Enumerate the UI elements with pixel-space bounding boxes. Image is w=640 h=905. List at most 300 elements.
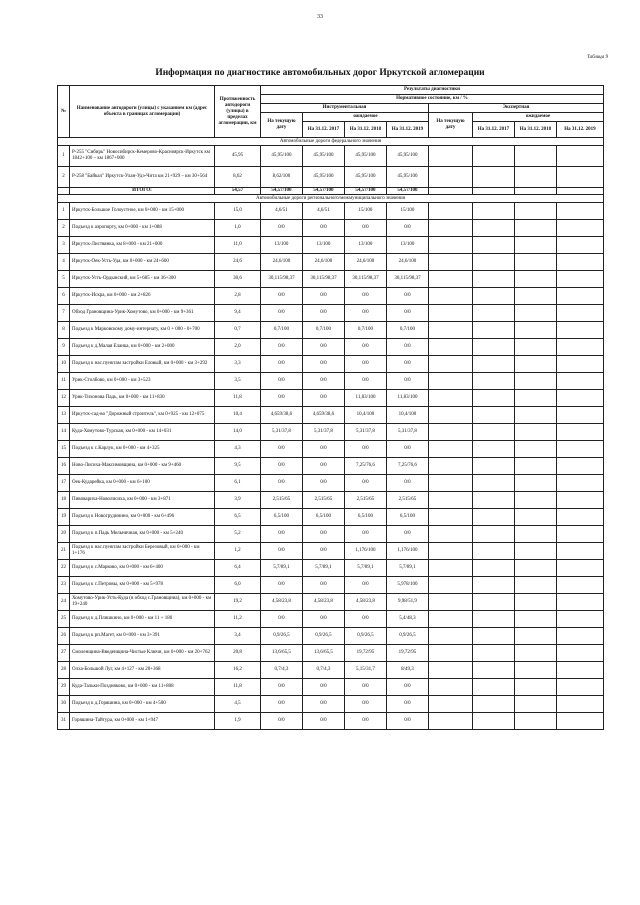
expert-cell <box>557 560 604 577</box>
road-name: Хомутово-Урик-Усть-Куда (в обход с.Грановщина), км 0+000 - км 19+240 <box>70 594 215 611</box>
road-name: Смоленщина-Введенщина-Чистые Ключи, км 0+000 - км 20+762 <box>70 645 215 662</box>
current-value: 0/0 <box>261 305 303 322</box>
road-length: 4,3 <box>215 441 261 458</box>
table-body <box>58 138 604 730</box>
row-number: 6 <box>58 288 70 305</box>
road-length: 2,0 <box>215 339 261 356</box>
row-number: 4 <box>58 254 70 271</box>
current-value: 0/0 <box>261 679 303 696</box>
expert-cell <box>515 322 557 339</box>
road-name: Иркутск-Большое Голоустное, км 0+000 - км 15+000 <box>70 203 215 220</box>
value-2018: 13/100 <box>345 237 387 254</box>
expert-cell <box>557 475 604 492</box>
current-value: 13,6/65,5 <box>261 645 303 662</box>
road-name: Иркутск-Усть-Ордынский, км 5+685 - км 36+300 <box>70 271 215 288</box>
value-2019: 9,98/51,9 <box>387 594 429 611</box>
expert-cell <box>557 407 604 424</box>
expert-cell <box>473 594 515 611</box>
current-value: 0/0 <box>261 441 303 458</box>
expert-cell <box>429 322 473 339</box>
expert-cell <box>515 237 557 254</box>
value-2018: 7,25/76,6 <box>345 458 387 475</box>
row-number: 23 <box>58 577 70 594</box>
road-name: Горяшина-Тайтура, км 0+000 - км 1+947 <box>70 713 215 730</box>
road-length: 6,1 <box>215 475 261 492</box>
expert-cell <box>473 441 515 458</box>
expert-cell <box>515 356 557 373</box>
value-2019: 0,9/26,5 <box>387 628 429 645</box>
value-2019: 10,4/100 <box>387 407 429 424</box>
value-2017: 2,515/65 <box>303 492 345 509</box>
value-2018: 4,58/23,8 <box>345 594 387 611</box>
section-federal: Автомобильные дороги федерального значения <box>58 138 604 146</box>
expert-cell <box>557 662 604 679</box>
expert-cell <box>429 543 473 560</box>
expert-cell <box>473 146 515 167</box>
value-2017: 4,58/23,8 <box>303 594 345 611</box>
expert-cell <box>473 203 515 220</box>
value-2017: 0/0 <box>303 356 345 373</box>
row-number: 12 <box>58 390 70 407</box>
value-2018: 0/0 <box>345 288 387 305</box>
current-value: 0/0 <box>261 356 303 373</box>
expert-cell <box>557 492 604 509</box>
value-2019: 1,176/100 <box>387 543 429 560</box>
header-results: Результаты диагностики <box>261 86 604 95</box>
header-length: Протяженность автодороги (улицы) в пределах агломерации, км <box>215 86 261 138</box>
road-length: 30,6 <box>215 271 261 288</box>
total-2017: 54,57/100 <box>303 188 345 195</box>
expert-cell <box>473 662 515 679</box>
road-length: 3,4 <box>215 628 261 645</box>
expert-cell <box>515 203 557 220</box>
road-length: 15,0 <box>215 203 261 220</box>
table-row <box>58 322 604 339</box>
table-row <box>58 526 604 543</box>
row-number: 30 <box>58 696 70 713</box>
expert-cell <box>429 458 473 475</box>
expert-cell <box>557 203 604 220</box>
table-row <box>58 560 604 577</box>
expert-cell <box>557 577 604 594</box>
expert-cell <box>429 611 473 628</box>
value-2017: 0/0 <box>303 458 345 475</box>
expert-cell <box>473 424 515 441</box>
expert-cell <box>429 237 473 254</box>
table-row <box>58 203 604 220</box>
row-number: 10 <box>58 356 70 373</box>
value-2017: 30,115/98,37 <box>303 271 345 288</box>
value-2019: 0/0 <box>387 475 429 492</box>
expert-cell <box>429 628 473 645</box>
value-2019: 0/0 <box>387 696 429 713</box>
value-2017: 0/0 <box>303 390 345 407</box>
value-2017: 0/0 <box>303 220 345 237</box>
current-value: 45,95/100 <box>261 146 303 167</box>
expert-cell <box>429 167 473 188</box>
row-number: 31 <box>58 713 70 730</box>
current-value: 0/0 <box>261 475 303 492</box>
expert-cell <box>429 424 473 441</box>
table-row <box>58 628 604 645</box>
expert-cell <box>473 679 515 696</box>
row-number: 7 <box>58 305 70 322</box>
header-num: № <box>58 86 70 138</box>
row-number: 1 <box>58 146 70 167</box>
table-row <box>58 611 604 628</box>
row-number: 20 <box>58 526 70 543</box>
value-2018: 10,4/100 <box>345 407 387 424</box>
value-2019: 0/0 <box>387 679 429 696</box>
value-2017: 0,9/26,5 <box>303 628 345 645</box>
expert-cell <box>515 146 557 167</box>
diagnostics-table <box>57 85 604 730</box>
road-length: 1,2 <box>215 543 261 560</box>
current-value: 0/0 <box>261 339 303 356</box>
row-number: 16 <box>58 458 70 475</box>
value-2018: 1,176/100 <box>345 543 387 560</box>
value-2019: 0/0 <box>387 220 429 237</box>
road-name: Подъезд к с.Марково, км 0+000 - км 6+400 <box>70 560 215 577</box>
current-value: 30,115/98,37 <box>261 271 303 288</box>
table-row <box>58 424 604 441</box>
expert-cell <box>429 526 473 543</box>
total-current: 54,57/100 <box>261 188 303 195</box>
current-value: 0/0 <box>261 458 303 475</box>
total-label: ИТОГО: <box>70 188 215 195</box>
value-2017: 24,6/100 <box>303 254 345 271</box>
road-name: Подъезд к рп.Магет, км 0+000 - км 3+391 <box>70 628 215 645</box>
row-number: 5 <box>58 271 70 288</box>
expert-cell <box>557 424 604 441</box>
expert-cell <box>515 390 557 407</box>
road-name: Иркутск-Оек-Усть-Уда, км 0+000 - км 24+600 <box>70 254 215 271</box>
table-row <box>58 271 604 288</box>
value-2019: 7,25/76,6 <box>387 458 429 475</box>
expert-cell <box>557 220 604 237</box>
current-value: 0/0 <box>261 577 303 594</box>
value-2019: 11,83/100 <box>387 390 429 407</box>
row-number: 24 <box>58 594 70 611</box>
value-2017: 5,31/37,8 <box>303 424 345 441</box>
expert-cell <box>515 407 557 424</box>
road-name: Куда-Хомутово-Турская, км 0+000 - км 14+031 <box>70 424 215 441</box>
row-number: 29 <box>58 679 70 696</box>
current-value: 0/0 <box>261 373 303 390</box>
road-length: 45,95 <box>215 146 261 167</box>
expert-cell <box>429 254 473 271</box>
expert-cell <box>557 356 604 373</box>
expert-cell <box>429 577 473 594</box>
value-2018: 0/0 <box>345 356 387 373</box>
road-name: Куда-Тальки-Поздняково, км 0+000 - км 11+808 <box>70 679 215 696</box>
road-length: 6,0 <box>215 577 261 594</box>
table-row <box>58 696 604 713</box>
expert-cell <box>429 220 473 237</box>
road-name: Урик-Тихонова Падь, км 0+000 - км 11+830 <box>70 390 215 407</box>
table-header <box>58 86 604 138</box>
expert-cell <box>557 696 604 713</box>
expert-cell <box>473 271 515 288</box>
expert-cell <box>473 373 515 390</box>
expert-cell <box>557 167 604 188</box>
value-2017: 0/0 <box>303 713 345 730</box>
expert-cell <box>429 271 473 288</box>
header-2017-instr: На 31.12. 2017 <box>303 122 345 138</box>
road-length: 11,2 <box>215 611 261 628</box>
value-2018: 0/0 <box>345 526 387 543</box>
expert-cell <box>515 475 557 492</box>
road-name: Подъезд к Новогрудинино, км 0+000 - км 6+496 <box>70 509 215 526</box>
expert-cell <box>473 475 515 492</box>
expert-cell <box>515 679 557 696</box>
expert-cell <box>557 628 604 645</box>
value-2017: 0/0 <box>303 611 345 628</box>
expert-cell <box>557 271 604 288</box>
expert-cell <box>515 628 557 645</box>
total-row <box>58 188 604 195</box>
value-2017: 4,6/51 <box>303 203 345 220</box>
table-row <box>58 220 604 237</box>
value-2017: 0/0 <box>303 288 345 305</box>
value-2019: 0,7/100 <box>387 322 429 339</box>
table-row <box>58 458 604 475</box>
expert-cell <box>557 146 604 167</box>
value-2018: 30,115/98,37 <box>345 271 387 288</box>
value-2017: 4,659/38,6 <box>303 407 345 424</box>
value-2018: 2,515/65 <box>345 492 387 509</box>
expert-cell <box>515 424 557 441</box>
total-2019: 54,57/100 <box>387 188 429 195</box>
value-2017: 13,6/65,5 <box>303 645 345 662</box>
row-number: 9 <box>58 339 70 356</box>
road-name: Подъезд к п.Падь Мельничная, км 0+000 - км 5+240 <box>70 526 215 543</box>
value-2018: 0/0 <box>345 441 387 458</box>
value-2018: 6,5/100 <box>345 509 387 526</box>
expert-cell <box>473 509 515 526</box>
expert-cell <box>515 492 557 509</box>
value-2019: 5,7/89,1 <box>387 560 429 577</box>
row-number: 1 <box>58 203 70 220</box>
row-number: 13 <box>58 407 70 424</box>
current-value: 0/0 <box>261 288 303 305</box>
header-2017-expert: На 31.12. 2017 <box>473 122 515 138</box>
expert-cell <box>473 526 515 543</box>
row-number: 21 <box>58 543 70 560</box>
road-name: Подъезд к д.Плишкино, км 0+000 - км 11 + 180 <box>70 611 215 628</box>
expert-cell <box>515 305 557 322</box>
current-value: 0/0 <box>261 390 303 407</box>
road-length: 24,6 <box>215 254 261 271</box>
expert-cell <box>515 577 557 594</box>
value-2019: 19,72/95 <box>387 645 429 662</box>
table-row <box>58 339 604 356</box>
road-name: Подъезд к д.Малая Еланка, км 0+000 - км 2+000 <box>70 339 215 356</box>
expert-cell <box>557 254 604 271</box>
table-row <box>58 662 604 679</box>
value-2019: 24,6/100 <box>387 254 429 271</box>
expert-cell <box>429 288 473 305</box>
road-name: Р-258 "Байкал" Иркутск-Улан-Удэ-Чита км 21+929 – км 30+564 <box>70 167 215 188</box>
table-row <box>58 167 604 188</box>
expert-cell <box>473 220 515 237</box>
current-value: 5,31/37,8 <box>261 424 303 441</box>
value-2017: 0/0 <box>303 441 345 458</box>
value-2018: 0/0 <box>345 713 387 730</box>
road-length: 20,8 <box>215 645 261 662</box>
expert-cell <box>429 645 473 662</box>
table-row <box>58 146 604 167</box>
value-2018: 0/0 <box>345 475 387 492</box>
expert-cell <box>429 373 473 390</box>
expert-cell <box>557 288 604 305</box>
table-row <box>58 407 604 424</box>
row-number: 17 <box>58 475 70 492</box>
value-2018: 5,31/37,8 <box>345 424 387 441</box>
road-length: 8,62 <box>215 167 261 188</box>
header-2019-expert: На 31.12. 2019 <box>557 122 604 138</box>
value-2019: 45,95/100 <box>387 146 429 167</box>
road-length: 11,8 <box>215 679 261 696</box>
expert-cell <box>515 339 557 356</box>
road-length: 6,4 <box>215 560 261 577</box>
current-value: 6,5/100 <box>261 509 303 526</box>
value-2019: 0/0 <box>387 339 429 356</box>
road-length: 10,4 <box>215 407 261 424</box>
current-value: 13/100 <box>261 237 303 254</box>
value-2019: 13/100 <box>387 237 429 254</box>
road-length: 1,9 <box>215 713 261 730</box>
expert-cell <box>557 441 604 458</box>
road-name: Подъезд к д.Горяшина, км 0+000 - км 4+500 <box>70 696 215 713</box>
current-value: 0/0 <box>261 611 303 628</box>
table-row <box>58 288 604 305</box>
value-2018: 5,7/89,1 <box>345 560 387 577</box>
value-2018: 0,9/26,5 <box>345 628 387 645</box>
value-2018: 0,7/100 <box>345 322 387 339</box>
expert-cell <box>473 628 515 645</box>
expert-cell <box>473 696 515 713</box>
expert-cell <box>515 271 557 288</box>
value-2019: 6,5/100 <box>387 509 429 526</box>
expert-cell <box>515 543 557 560</box>
row-number: 25 <box>58 611 70 628</box>
value-2018: 45,95/100 <box>345 167 387 188</box>
value-2019: 5,978/100 <box>387 577 429 594</box>
table-number: Таблица 9 <box>587 55 608 60</box>
value-2017: 0/0 <box>303 339 345 356</box>
expert-cell <box>429 305 473 322</box>
expert-cell <box>515 458 557 475</box>
header-instrumental: Инструментальная <box>261 104 429 113</box>
current-value: 0,7/4,3 <box>261 662 303 679</box>
current-value: 2,515/65 <box>261 492 303 509</box>
value-2018: 0/0 <box>345 305 387 322</box>
expert-cell <box>429 441 473 458</box>
road-name: Подъезд к нас.пунктам застройки Березовый, км 0+000 - км 1+176 <box>70 543 215 560</box>
expert-cell <box>557 373 604 390</box>
header-expected-expert: ожидаемое <box>473 113 604 122</box>
expert-cell <box>473 322 515 339</box>
expert-cell <box>557 390 604 407</box>
expert-cell <box>515 288 557 305</box>
road-name: Иркутск-сад-во "Дорожный строитель", км 0+925 - км 12+075 <box>70 407 215 424</box>
current-value: 24,6/100 <box>261 254 303 271</box>
expert-cell <box>429 492 473 509</box>
value-2019: 0/0 <box>387 713 429 730</box>
road-length: 3,9 <box>215 492 261 509</box>
value-2017: 0/0 <box>303 305 345 322</box>
row-number: 15 <box>58 441 70 458</box>
value-2018: 0/0 <box>345 339 387 356</box>
expert-cell <box>429 339 473 356</box>
value-2019: 45,95/100 <box>387 167 429 188</box>
expert-cell <box>515 696 557 713</box>
road-length: 6,5 <box>215 509 261 526</box>
table-row <box>58 475 604 492</box>
road-name: Иркутск-Искра, км 0+000 - км 2+826 <box>70 288 215 305</box>
current-value: 0/0 <box>261 713 303 730</box>
road-name: Оек-Кударейка, км 0+000 - км 6+100 <box>70 475 215 492</box>
expert-cell <box>429 509 473 526</box>
header-2019-instr: На 31.12. 2019 <box>387 122 429 138</box>
road-name: Подъезд к Марковскому дому-интернату, км 0 + 000 - 0+700 <box>70 322 215 339</box>
value-2018: 0/0 <box>345 696 387 713</box>
table-row <box>58 373 604 390</box>
row-number: 28 <box>58 662 70 679</box>
expert-cell <box>429 594 473 611</box>
current-value: 4,58/23,8 <box>261 594 303 611</box>
value-2017: 0,7/4,3 <box>303 662 345 679</box>
expert-cell <box>429 203 473 220</box>
expert-cell <box>515 441 557 458</box>
road-length: 19,2 <box>215 594 261 611</box>
road-length: 0,7 <box>215 322 261 339</box>
total-length: 54,57 <box>215 188 261 195</box>
road-name: Урик-Столбово, км 0+000 - км 3+523 <box>70 373 215 390</box>
header-current-expert: На текущую дату <box>429 113 473 138</box>
road-length: 2,8 <box>215 288 261 305</box>
value-2018: 0/0 <box>345 577 387 594</box>
value-2017: 0/0 <box>303 679 345 696</box>
table-row <box>58 645 604 662</box>
value-2018: 0/0 <box>345 679 387 696</box>
row-number: 2 <box>58 167 70 188</box>
value-2018: 0/0 <box>345 220 387 237</box>
value-2019: 5,31/37,8 <box>387 424 429 441</box>
road-length: 9,5 <box>215 458 261 475</box>
value-2017: 0/0 <box>303 577 345 594</box>
value-2019: 0/0 <box>387 288 429 305</box>
road-name: Подъезд к с.Карлук, км 0+000 - км 4+325 <box>70 441 215 458</box>
road-length: 1,0 <box>215 220 261 237</box>
value-2019: 0/0 <box>387 441 429 458</box>
value-2019: 0/0 <box>387 305 429 322</box>
expert-cell <box>515 611 557 628</box>
expert-cell <box>473 254 515 271</box>
road-name: Олха-Большой Луг, км 4+127 - км 20+368 <box>70 662 215 679</box>
current-value: 0,9/26,5 <box>261 628 303 645</box>
expert-cell <box>515 254 557 271</box>
road-name: Пивовариха-Новолисиха, км 0+000 - км 3+871 <box>70 492 215 509</box>
page-title: Информация по диагностике автомобильных дорог Иркутской агломерации <box>155 68 485 78</box>
value-2018: 0/0 <box>345 373 387 390</box>
expert-cell <box>473 237 515 254</box>
expert-cell <box>515 526 557 543</box>
row-number: 26 <box>58 628 70 645</box>
total-2018: 54,57/100 <box>345 188 387 195</box>
road-length: 11,8 <box>215 390 261 407</box>
